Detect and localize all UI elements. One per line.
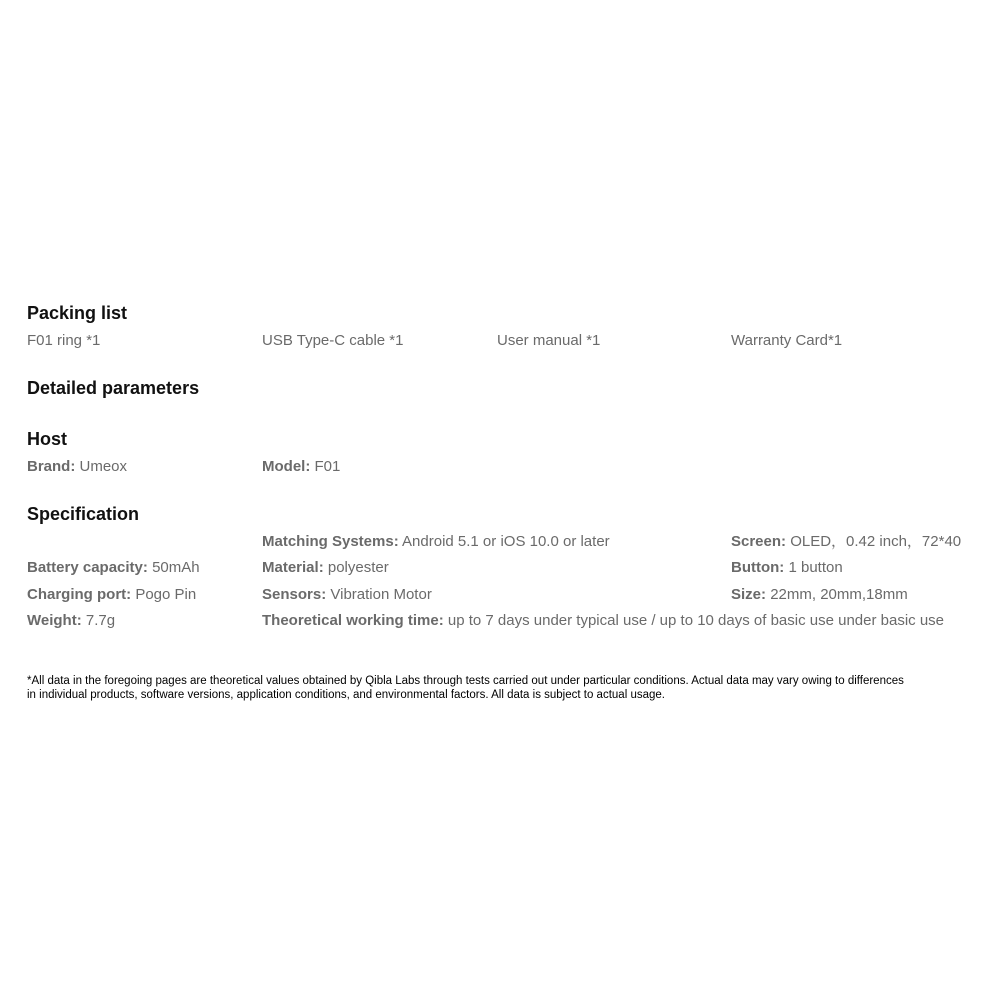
disclaimer-line-1: *All data in the foregoing pages are theoretical values obtained by Qibla Labs through tests carried out under particular conditions. Actual data may vary owing to differences [27,675,904,687]
screen-value: OLED，0.42 inch，72*40 [790,533,962,550]
weight-row [27,612,115,630]
size-row [731,586,908,604]
brand-value: Umeox [79,458,128,475]
model-row [262,458,340,476]
working-time-row [262,612,944,630]
brand-label: Brand: [27,458,76,475]
battery-row [27,559,200,577]
weight-label: Weight: [27,612,82,629]
battery-value: 50mAh [152,559,200,576]
detailed-parameters-heading: Detailed parameters [27,378,200,398]
model-label: Model: [262,458,311,475]
packing-item-cable: USB Type-C cable *1 [262,332,404,349]
disclaimer-footnote [27,674,947,702]
sensors-row [262,586,432,604]
working-time-value: up to 7 days under typical use / up to 10 days of basic use under basic use [447,612,945,629]
weight-value: 7.7g [85,612,116,629]
packing-list-heading: Packing list [27,303,128,323]
size-label: Size: [731,586,767,603]
working-time-label: Theoretical working time: [262,612,444,629]
screen-label: Screen: [731,533,787,550]
screen-row [731,533,961,551]
packing-item-ring: F01 ring *1 [27,332,101,349]
button-value: 1 button [788,559,843,576]
matching-systems-row [262,533,610,551]
battery-label: Battery capacity: [27,559,148,576]
host-heading: Host [27,429,67,449]
matching-systems-label: Matching Systems: [262,533,399,550]
specification-heading: Specification [27,504,140,524]
size-value: 22mm, 20mm,18mm [770,586,908,603]
charging-port-value: Pogo Pin [135,586,197,603]
packing-item-manual: User manual *1 [497,332,601,349]
button-label: Button: [731,559,785,576]
charging-port-label: Charging port: [27,586,132,603]
sensors-label: Sensors: [262,586,327,603]
material-label: Material: [262,559,324,576]
brand-row [27,458,127,476]
material-row [262,559,389,577]
model-value: F01 [314,458,341,475]
disclaimer-line-2: in individual products, software versions, application conditions, and environmental factors. All data is subject to actual usage. [27,689,665,701]
matching-systems-value: Android 5.1 or iOS 10.0 or later [402,533,610,550]
sensors-value: Vibration Motor [330,586,432,603]
packing-item-warranty: Warranty Card*1 [731,332,843,349]
material-value: polyester [327,559,389,576]
button-row [731,559,843,577]
charging-port-row [27,586,196,604]
